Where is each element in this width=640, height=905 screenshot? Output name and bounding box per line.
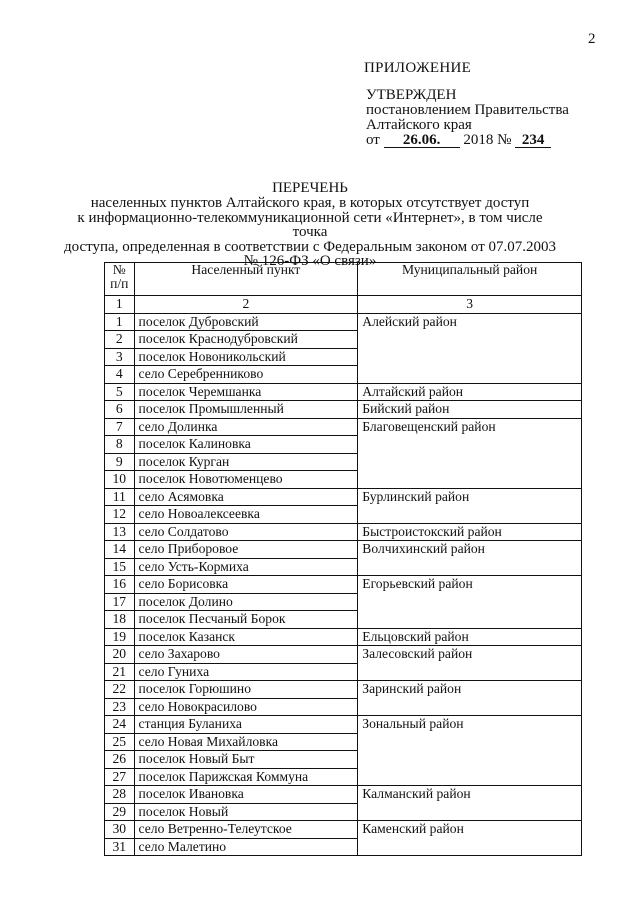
row-number: 6 [105,401,135,419]
approved-label: УТВЕРЖДЕН [366,87,457,103]
header-number: № п/п [105,263,135,296]
table-row [105,786,582,804]
district-name: Ельцовский район [358,628,582,646]
settlement-name: село Захарово [134,646,358,664]
column-index: 3 [358,296,582,314]
annex-label: ПРИЛОЖЕНИЕ [364,60,472,76]
row-number: 11 [105,488,135,506]
settlement-name: село Новокрасилово [134,698,358,716]
settlement-name: поселок Дубровский [134,313,358,331]
row-number: 25 [105,733,135,751]
settlement-name: село Гуниха [134,663,358,681]
settlement-name: поселок Песчаный Борок [134,611,358,629]
row-number: 29 [105,803,135,821]
row-number: 27 [105,768,135,786]
subtitle-line: к информационно-телекоммуникационной сети «Интернет», в том числе точка [77,209,543,241]
district-name: Волчихинский район [358,541,582,576]
row-number: 31 [105,838,135,856]
row-number: 10 [105,471,135,489]
settlement-name: село Новая Михайловка [134,733,358,751]
table-row [105,488,582,506]
subtitle-line: № 126-ФЗ «О связи» [243,253,377,270]
document-subtitle [60,196,560,269]
row-number: 2 [105,331,135,349]
district-name: Алейский район [358,313,582,383]
header-settlement: Населенный пункт [134,263,358,296]
settlement-name: поселок Промышленный [134,401,358,419]
district-name: Залесовский район [358,646,582,681]
column-index: 1 [105,296,135,314]
table-row [105,646,582,664]
settlement-name: поселок Парижская Коммуна [134,768,358,786]
row-number: 22 [105,681,135,699]
document-title: ПЕРЕЧЕНЬ [272,180,348,196]
table-row [105,716,582,734]
subtitle-line: населенных пунктов Алтайского края, в которых отсутствует доступ [90,195,530,211]
settlements-table [104,262,582,856]
settlement-name: поселок Долино [134,593,358,611]
row-number: 1 [105,313,135,331]
header-district: Муниципальный район [358,263,582,296]
settlement-name: поселок Калиновка [134,436,358,454]
table-row [105,313,582,331]
table-row [105,523,582,541]
district-name: Егорьевский район [358,576,582,629]
row-number: 7 [105,418,135,436]
settlement-name: поселок Новоникольский [134,348,358,366]
from-label: от [366,132,380,148]
table-row [105,576,582,594]
row-number: 23 [105,698,135,716]
district-name: Калманский район [358,786,582,821]
page-number: 2 [588,31,596,47]
district-name: Каменский район [358,821,582,856]
settlement-name: село Малетино [134,838,358,856]
settlement-name: село Новоалексеевка [134,506,358,524]
row-number: 30 [105,821,135,839]
settlement-name: село Солдатово [134,523,358,541]
district-name: Алтайский район [358,383,582,401]
settlement-name: село Усть-Кормиха [134,558,358,576]
row-number: 26 [105,751,135,769]
district-name: Быстроистокский район [358,523,582,541]
settlement-name: село Борисовка [134,576,358,594]
table-row [105,383,582,401]
row-number: 18 [105,611,135,629]
subtitle-line: доступа, определенная в соответствии с Федеральным законом от 07.07.2003 [64,238,556,255]
table-row [105,821,582,839]
settlement-name: село Ветренно-Телеутское [134,821,358,839]
row-number: 20 [105,646,135,664]
settlement-name: поселок Новый [134,803,358,821]
row-number: 14 [105,541,135,559]
table-row [105,541,582,559]
settlement-name: поселок Новый Быт [134,751,358,769]
row-number: 4 [105,366,135,384]
settlement-name: поселок Казанск [134,628,358,646]
settlement-name: село Асямовка [134,488,358,506]
settlement-name: поселок Новотюменцево [134,471,358,489]
table-row [105,418,582,436]
row-number: 24 [105,716,135,734]
settlement-name: поселок Курган [134,453,358,471]
table-body [105,313,582,856]
row-number: 19 [105,628,135,646]
district-name: Бийский район [358,401,582,419]
district-name: Бурлинский район [358,488,582,523]
district-name: Заринский район [358,681,582,716]
table-row [105,628,582,646]
approval-year: 2018 [463,132,494,148]
row-number: 21 [105,663,135,681]
district-name: Благовещенский район [358,418,582,488]
row-number: 3 [105,348,135,366]
resolution-number: 234 [515,133,551,148]
settlement-name: село Долинка [134,418,358,436]
settlement-name: поселок Краснодубровский [134,331,358,349]
table-row [105,401,582,419]
settlement-name: поселок Черемшанка [134,383,358,401]
district-name: Зональный район [358,716,582,786]
approval-block [366,88,569,148]
row-number: 28 [105,786,135,804]
approved-line-2: Алтайского края [366,117,472,133]
settlement-name: село Приборовое [134,541,358,559]
row-number: 9 [105,453,135,471]
row-number: 13 [105,523,135,541]
approved-date-line [366,133,569,148]
settlement-name: село Серебренниково [134,366,358,384]
row-number: 12 [105,506,135,524]
row-number: 16 [105,576,135,594]
column-index: 2 [134,296,358,314]
row-number: 15 [105,558,135,576]
settlement-name: поселок Горюшино [134,681,358,699]
settlement-name: станция Буланиха [134,716,358,734]
row-number: 17 [105,593,135,611]
table-row [105,681,582,699]
row-number: 5 [105,383,135,401]
settlement-name: поселок Ивановка [134,786,358,804]
approved-line-1: постановлением Правительства [366,102,569,118]
approval-date: 26.06. [384,133,460,148]
row-number: 8 [105,436,135,454]
number-sign: № [497,132,512,148]
